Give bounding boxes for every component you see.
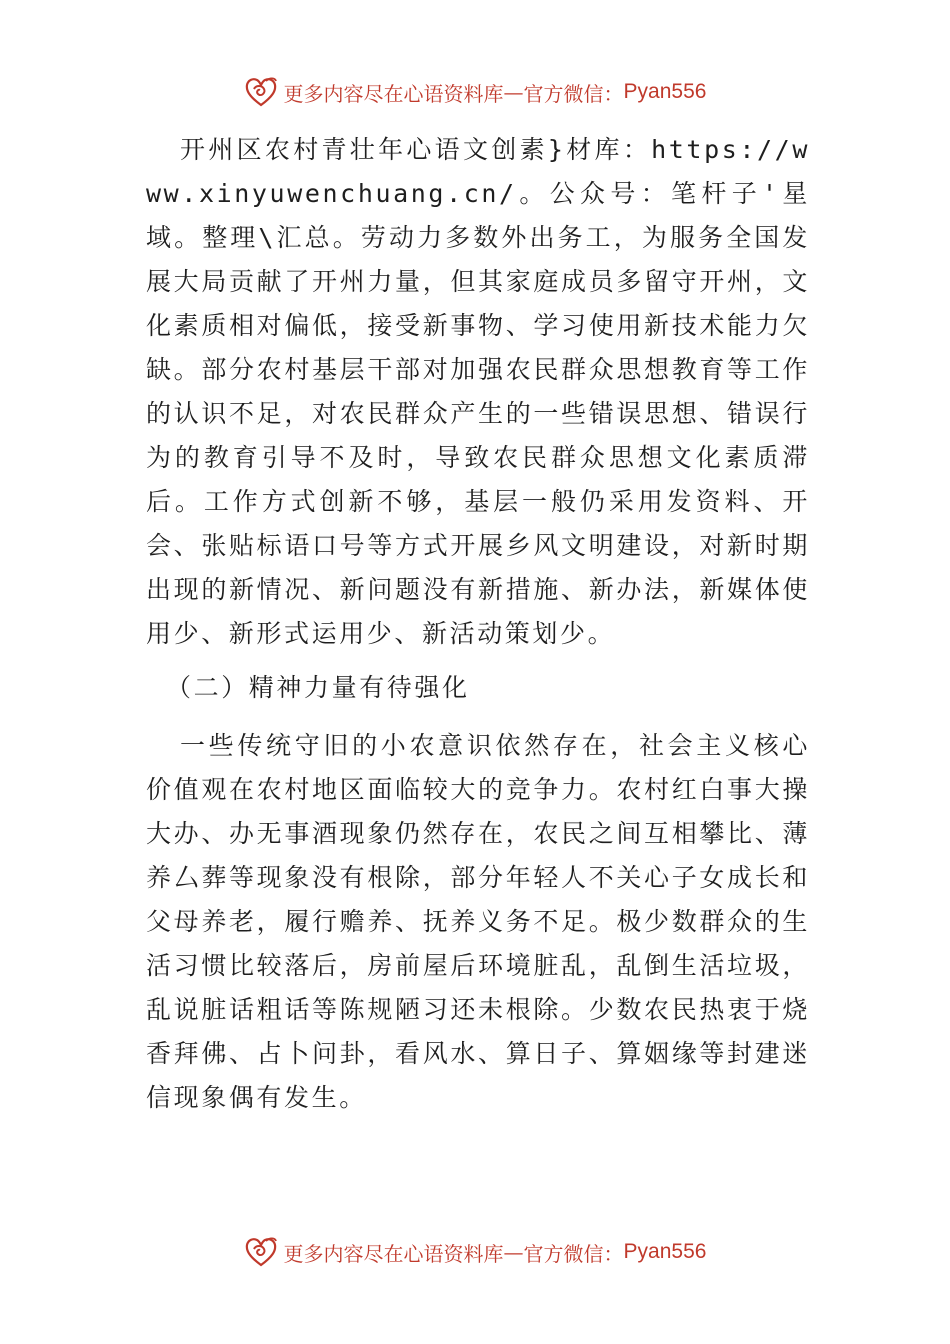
heart-swirl-logo-icon — [244, 1235, 278, 1269]
banner-wechat-label: 官方微信： — [523, 81, 624, 106]
banner-wechat-label: 官方微信： — [523, 1241, 624, 1266]
banner-wechat-id: Pyan556 — [623, 80, 707, 103]
document-body — [146, 128, 810, 1120]
paragraph-2: 一些传统守旧的小农意识依然存在，社会主义核心价值观在农村地区面临较大的竞争力。农村红白事大操大办、办无事酒现象仍然存在，农民之间互相攀比、薄养厶葬等现象没有根除，部分年轻人不关心子女成长和父母养老，履行赡养、抚养义务不足。极少数群众的生活习惯比较落后，房前屋后环境脏乱，乱倒生活垃圾，乱说脏话粗话等陈规陋习还未根除。少数农民热衷于烧香拜佛、占卜问卦，看风水、算日子、算姻缘等封建迷信现象偶有发生。 — [146, 731, 810, 1112]
banner-separator: — — [503, 1240, 524, 1264]
banner-separator: — — [503, 80, 524, 104]
banner-text: 更多内容尽在心语资料库 — [283, 1241, 504, 1266]
paragraph-1: 开州区农村青壮年心语文创素}材库：https://www.xinyuwenchuang.cn/。公众号：笔杆子'星域。整理\汇总。劳动力多数外出务工，为服务全国发展大局贡献了开州力量，但其家庭成员多留守开州，文化素质相对偏低，接受新事物、学习使用新技术能力欠缺。部分农村基层干部对加强农民群众思想教育等工作的认识不足，对农民群众产生的一些错误思想、错误行为的教育引导不及时，导致农民群众思想文化素质滞后。工作方式创新不够，基层一般仍采用发资料、开会、张贴标语口号等方式开展乡风文明建设，对新时期出现的新情况、新问题没有新措施、新办法，新媒体使用少、新形式运用少、新活动策划少。 — [146, 135, 810, 648]
header-banner — [0, 72, 950, 112]
banner-text: 更多内容尽在心语资料库 — [283, 81, 504, 106]
heart-swirl-logo-icon — [244, 75, 278, 109]
section-heading-2: （二）精神力量有待强化 — [166, 673, 470, 702]
banner-wechat-id: Pyan556 — [623, 1240, 707, 1263]
footer-banner — [0, 1232, 950, 1272]
